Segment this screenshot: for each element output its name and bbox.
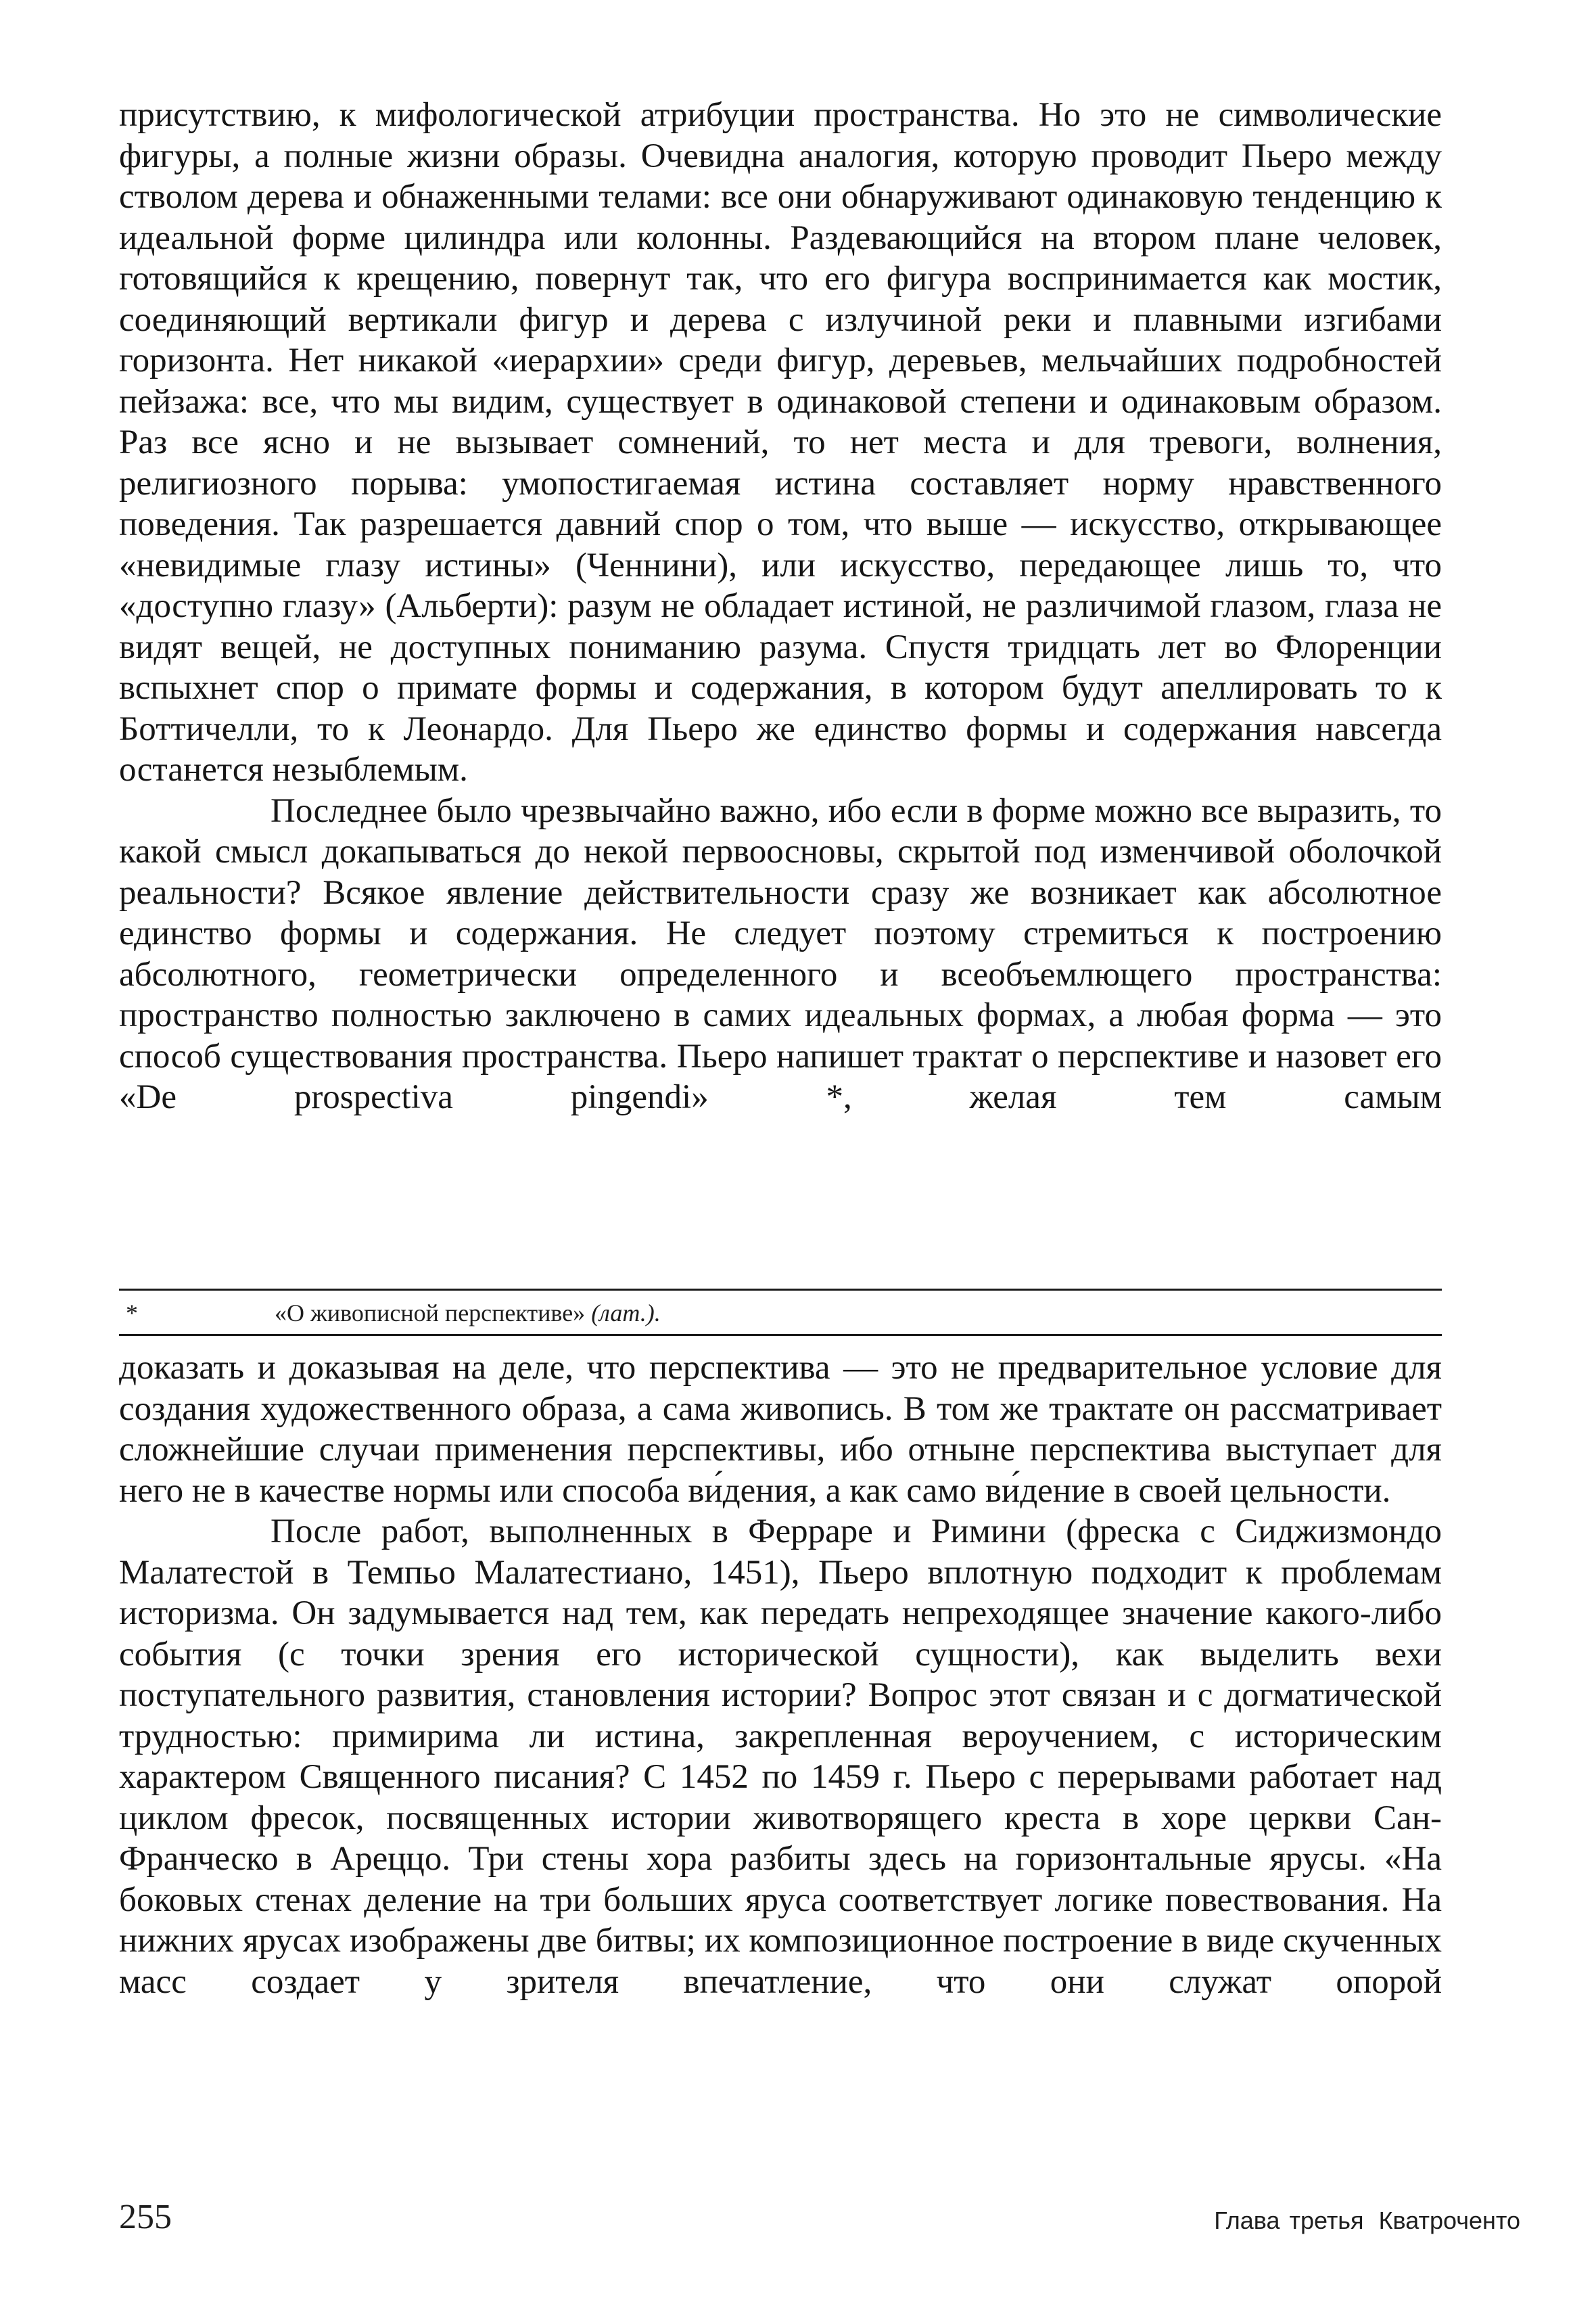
paragraph-2: Последнее было чрезвычайно важно, ибо если в форме можно все выразить, то какой смысл докапываться до некой первоосновы, скрытой под изменчивой оболочкой реальности? Всякое явление действительности сразу же возникает как абсолютное единство формы и содержания. Не следует поэтому стремиться к построению абсолютного, геометрически определенного и всеобъемлющего пространства: пространство полностью заключено в самих идеальных формах, а любая форма — это способ существования пространства. Пьеро напишет трактат о перспективе и назовет его «De prospectiva pingendi» *, желая тем самым xyxy=(119,791,1442,1116)
page-number: 255 xyxy=(119,2198,172,2236)
footnote-translation: «О живописной перспективе» xyxy=(275,1299,586,1326)
footnote-marker: * xyxy=(126,1299,138,1326)
main-text-top xyxy=(119,95,1442,1118)
running-head xyxy=(1214,2204,1520,2238)
main-text-bottom xyxy=(119,1347,1442,2002)
paragraph-1: присутствию, к мифологической атрибуции пространства. Но это не символические фигуры, а полные жизни образы. Очевидна аналогия, которую проводит Пьеро между стволом дерева и обнаженными телами: все они обнаруживают одинаковую тенденцию к идеальной форме цилиндра или колонны. Раздевающийся на втором плане человек, готовящийся к крещению, повернут так, что его фигура воспринимается как мостик, соединяющий вертикали фигур и дерева с излучиной реки и плавными изгибами горизонта. Нет никакой «иерархии» среди фигур, деревьев, мельчайших подробностей пейзажа: все, что мы видим, существует в одинаковой степени и одинаковым образом. Раз все ясно и не вызывает сомнений, то нет места и для тревоги, волнения, религиозного порыва: умопостигаемая истина составляет норму нравственного поведения. Так разрешается давний спор о том, что выше — искусство, открывающее «невидимые глазу истины» (Ченнини), или искусство, передающее лишь то, что «доступно глазу» (Альберти): разум не обладает истиной, не различимой глазом, глаза не видят вещей, не доступных пониманию разума. Спустя тридцать лет во Флоренции вспыхнет спор о примате формы и содержания, в котором будут апеллировать то к Боттичелли, то к Леонардо. Для Пьеро же единство формы и содержания навсегда останется незыблемым. xyxy=(119,96,1442,789)
running-head-section: Кватроченто xyxy=(1378,2207,1520,2234)
footnote-rule-bottom xyxy=(119,1334,1442,1336)
running-head-chapter: Глава третья xyxy=(1214,2207,1364,2234)
footnote xyxy=(119,1293,1442,1333)
footnote-text xyxy=(275,1293,661,1333)
footnote-rule-top xyxy=(119,1289,1442,1291)
paragraph-4: После работ, выполненных в Ферраре и Римини (фреска с Сиджизмондо Малатестой в Темпьо Малатестиано, 1451), Пьеро вплотную подходит к проблемам историзма. Он задумывается над тем, как передать непреходящее значение какого-либо события (с точки зрения его исторической сущности), как выделить вехи поступательного развития, становления истории? Вопрос этот связан и с догматической трудностью: примирима ли истина, закрепленная вероучением, с историческим характером Священного писания? С 1452 по 1459 г. Пьеро с перерывами работает над циклом фресок, посвященных истории животворящего креста в хоре церкви Сан-Франческо в Ареццо. Три стены хора разбиты здесь на горизонтальные ярусы. «На боковых стенах деление на три больших яруса соответствует логике повествования. На нижних ярусах изображены две битвы; их композиционное построение в виде скученных масс создает у зрителя впечатление, что они служат опорой xyxy=(119,1513,1442,2001)
paragraph-3: доказать и доказывая на деле, что перспектива — это не предварительное условие для создания художественного образа, а сама живопись. В том же трактате он рассматривает сложнейшие случаи применения перспективы, ибо отныне перспектива выступает для него не в качестве нормы или способа ви́дения, а как само ви́дение в своей цельности. xyxy=(119,1349,1442,1510)
footnote-language-note: (лат.). xyxy=(591,1299,661,1326)
